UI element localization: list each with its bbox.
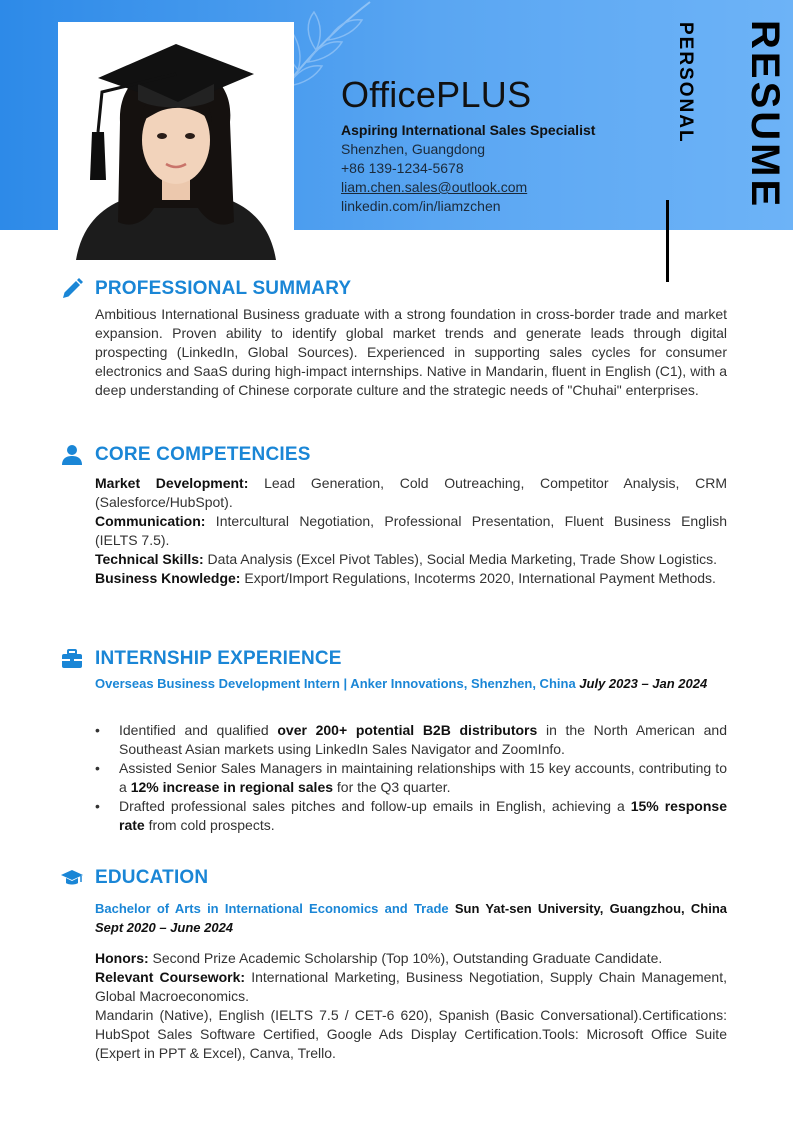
degree-line [95,899,727,937]
briefcase-icon [60,647,84,671]
degree-name: Bachelor of Arts in International Economics and Trade [95,901,449,916]
competency-text: Export/Import Regulations, Incoterms 2020, International Payment Methods. [240,570,716,586]
competency-text: Intercultural Negotiation, Professional Presentation, Fluent Business English (IELTS 7.5). [95,513,727,548]
pencil-icon [60,277,84,301]
experience-bullet [95,797,727,835]
contact-block [341,121,595,216]
competency-text: Data Analysis (Excel Pivot Tables), Social Media Marketing, Trade Show Logistics. [203,551,717,567]
bullet-text: from cold prospects. [144,817,275,833]
bullet-text: Drafted professional sales pitches and follow-up emails in English, achieving a [119,798,631,814]
applicant-name: OfficePLUS [341,74,532,115]
summary-heading-row [60,277,351,301]
location-text: Shenzhen, Guangdong [341,141,486,157]
school-name: Sun Yat-sen University, Guangzhou, China [454,901,727,916]
competency-item [95,474,727,512]
resume-vertical-label: RESUME [743,20,787,210]
personal-vertical-label: PERSONAL [675,22,696,144]
coursework-line [95,968,727,1006]
job-target-title: Aspiring International Sales Specialist [341,122,596,138]
education-heading-row [60,866,208,890]
languages-certifications-line: Mandarin (Native), English (IELTS 7.5 / CET-6 620), Spanish (Basic Conversational).Certifications: HubSpot Sales Software Certified, Google Ads Display Certification.Tools: Microsoft Office Suite (Expert in PPT & Excel), Canva, Trello. [95,1007,727,1061]
competencies-heading-row [60,443,311,467]
summary-heading: PROFESSIONAL SUMMARY [95,278,352,299]
competency-item [95,550,727,569]
education-heading: EDUCATION [95,867,209,888]
bullet-highlight: 15% response rate [119,798,727,833]
experience-bullets [95,721,727,835]
graduate-portrait-image [58,22,294,260]
job-title-line [95,675,715,693]
competencies-list [95,474,727,588]
experience-heading: INTERNSHIP EXPERIENCE [95,648,342,669]
phone-text: +86 139-1234-5678 [341,160,464,176]
profile-photo [58,22,294,260]
honors-label: Honors: [95,950,149,966]
education-dates: Sept 2020 – June 2024 [95,920,234,935]
competency-label: Market Development: [95,475,249,491]
email-link[interactable]: liam.chen.sales@outlook.com [341,179,528,195]
job-title: Overseas Business Development Intern | Anker Innovations, Shenzhen, China [95,676,576,691]
coursework-label: Relevant Coursework: [95,969,246,985]
coursework-text: International Marketing, Business Negotiation, Supply Chain Management, Global Macroeconomics. [95,969,727,1004]
experience-job-header [95,675,715,693]
summary-paragraph: Ambitious International Business graduate with a strong foundation in cross-border trade and market expansion. Proven ability to identify global market trends and generate leads through digital prospecting (LinkedIn, Global Sources). Experienced in supporting sales cycles for consumer electronics and SaaS during high-impact internships. Native in Mandarin, fluent in English (C1), with a deep understanding of Chinese corporate culture and the strategic needs of "Chuhai" enterprises. [95,306,727,398]
bullet-text: in the North American and Southeast Asian markets using LinkedIn Sales Navigator and ZoomInfo. [119,722,727,757]
linkedin-link[interactable]: linkedin.com/in/liamzchen [341,198,501,214]
competencies-heading: CORE COMPETENCIES [95,444,311,465]
vertical-divider [666,200,669,282]
bullet-text: for the Q3 quarter. [333,779,451,795]
honors-line [95,949,727,968]
competency-item [95,512,727,550]
education-details [95,899,727,1063]
experience-bullet [95,721,727,759]
competency-label: Technical Skills: [95,551,204,567]
bullet-highlight: over 200+ potential B2B distributors [277,722,538,738]
experience-heading-row [60,647,342,671]
competency-item [95,569,727,588]
competency-text: Lead Generation, Cold Outreaching, Competitor Analysis, CRM (Salesforce/HubSpot). [95,475,727,510]
competency-label: Communication: [95,513,206,529]
honors-text: Second Prize Academic Scholarship (Top 10%), Outstanding Graduate Candidate. [148,950,663,966]
user-icon [60,443,84,467]
job-dates: July 2023 – Jan 2024 [579,676,708,691]
experience-bullet [95,759,727,797]
competency-label: Business Knowledge: [95,570,241,586]
bullet-text: Identified and qualified [119,722,278,738]
graduation-cap-icon [60,866,84,890]
bullet-text: Assisted Senior Sales Managers in maintaining relationships with 15 key accounts, contributing to a [119,760,727,795]
bullet-highlight: 12% increase in regional sales [130,779,334,795]
